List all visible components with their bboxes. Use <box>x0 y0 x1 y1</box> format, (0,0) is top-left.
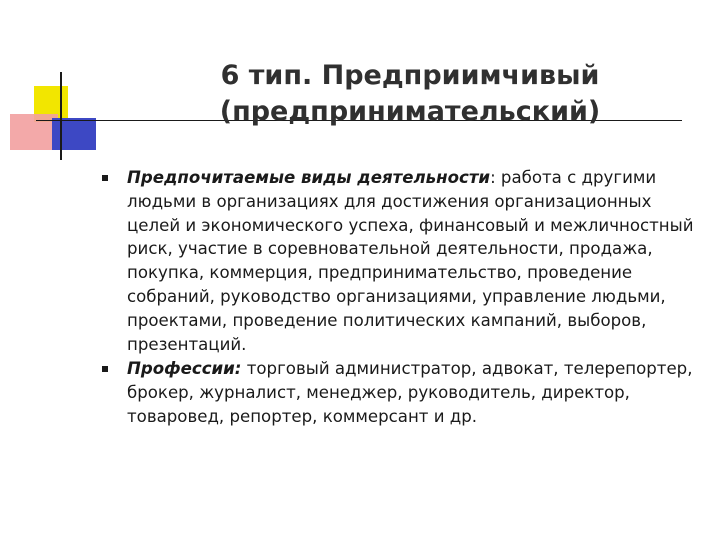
slide-title <box>150 58 670 130</box>
square-bullet-icon <box>102 175 108 181</box>
bullet-text: торговый администратор, адвокат, телерепортер, брокер, журналист, менеджер, руководитель, директор, товаровед, репортер, коммерсант и др. <box>127 359 693 426</box>
bullet-text: работа с другими людьми в организациях для достижения организационных целей и экономического успеха, финансовый и межличностный риск, участие в соревновательной деятельности, продажа, покупка, коммерция, предпринимательство, проведение собраний, руководство организациями, управление людьми, проектами, проведение политических кампаний, выборов, презентаций. <box>127 168 694 354</box>
bullet-lead: Предпочитаемые виды деятельности <box>127 168 491 187</box>
vertical-rule <box>60 72 62 160</box>
slide-title-line-2: (предпринимательский) <box>219 96 601 127</box>
slide-title-line-1: 6 тип. Предприимчивый <box>220 60 600 91</box>
bullet-list <box>98 166 708 430</box>
bullet-lead: Профессии: <box>127 359 242 379</box>
decorative-corner-logo <box>0 0 110 170</box>
blue-square <box>52 118 96 150</box>
bullet-professions <box>98 357 708 428</box>
bullet-activities <box>98 166 708 356</box>
square-bullet-icon <box>102 366 108 372</box>
bullet-separator: : <box>490 168 496 187</box>
